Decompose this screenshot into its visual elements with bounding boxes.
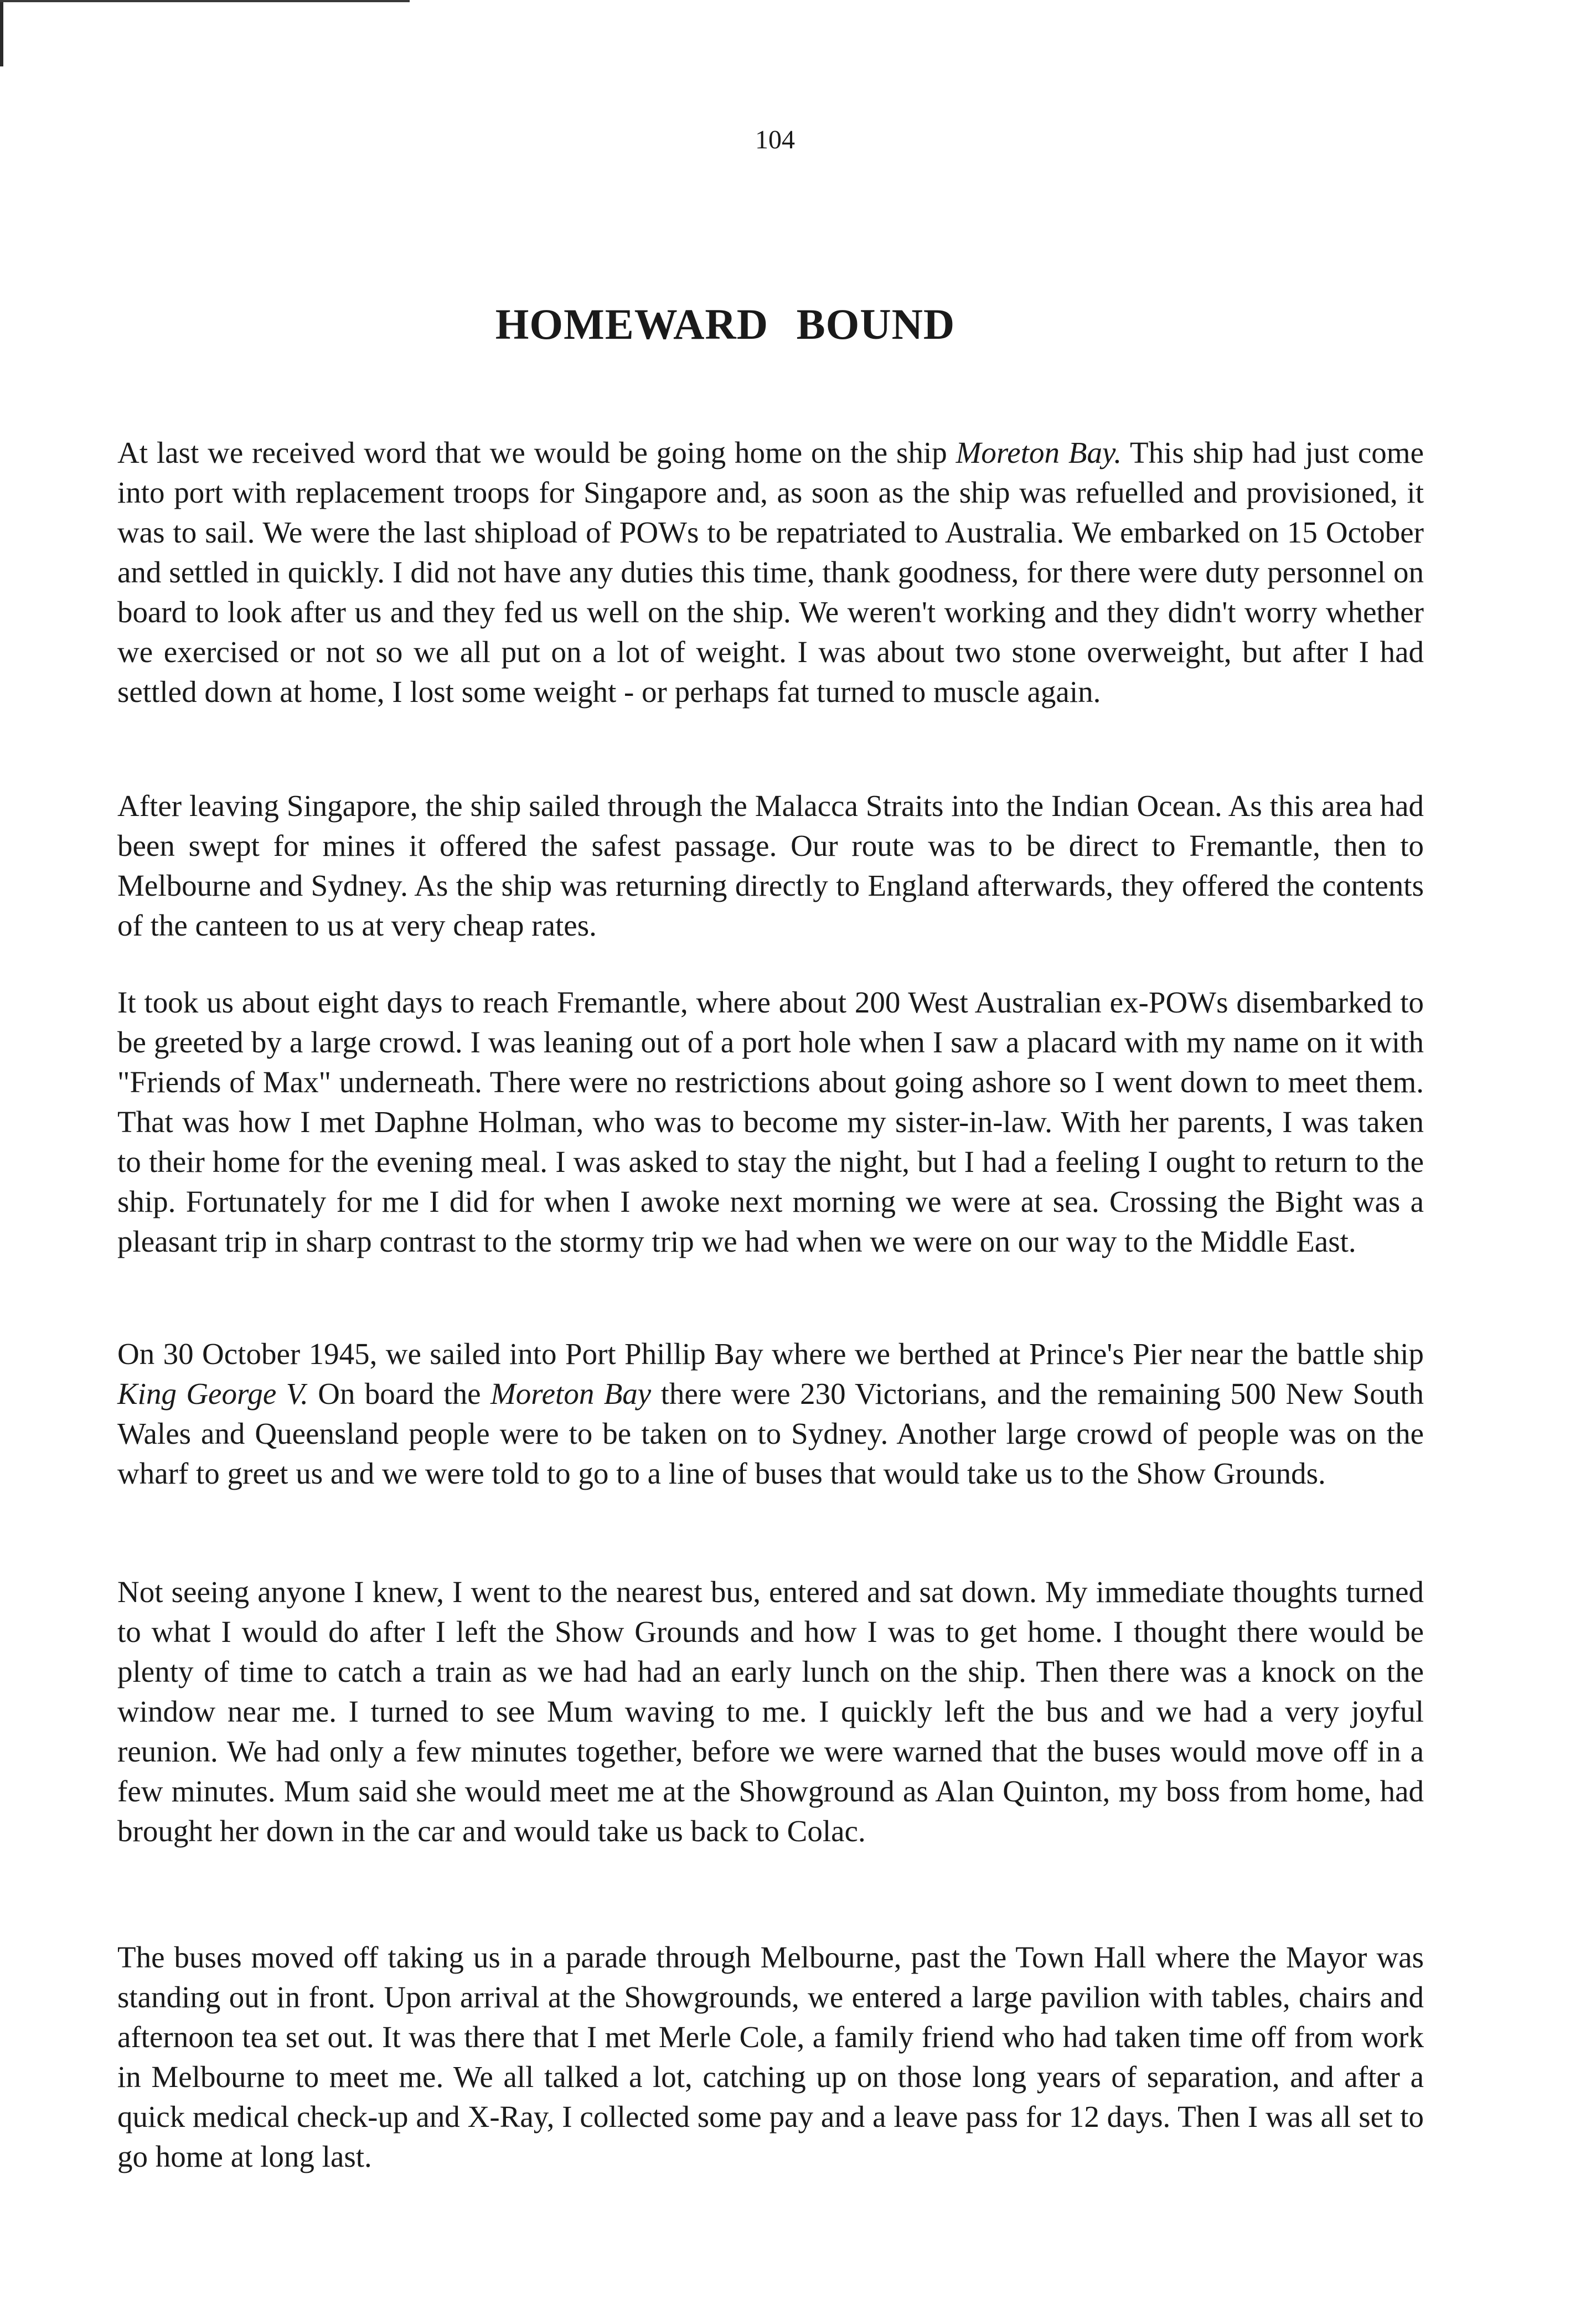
scan-top-edge-artifact — [0, 0, 410, 2]
paragraph-voyage-route: After leaving Singapore, the ship sailed through the Malacca Straits into the Indian Ocean. As this area had been swept for mines it offered the safest passage. Our route was to be direct to Fremantle, then to Melbourne and Sydney. As the ship was returning directly to England afterwards, they offered the contents of the canteen to us at very cheap rates. — [117, 789, 1424, 942]
chapter-title: HOMEWARD BOUND — [495, 300, 955, 348]
paragraph-port-phillip: On 30 October 1945, we sailed into Port Phillip Bay where we berthed at Prince's Pier near the battle ship King George V. On board the Moreton Bay there were 230 Victorians, and the remaining 500 New South Wales and Queensland people were to be taken on to Sydney. Another large crowd of people was on the wharf to greet us and we were told to go to a line of buses that would take us to the Show Grounds. — [117, 1337, 1424, 1490]
ship-name: Moreton Bay — [490, 1377, 652, 1411]
paragraph-embarkation: At last we received word that we would be going home on the ship Moreton Bay. This ship had just come into port with replacement troops for Singapore and, as soon as the ship was refuelled and provisioned, it was to sail. We were the last shipload of POWs to be repatriated to Australia. We embarked on 15 October and settled in quickly. I did not have any duties this time, thank goodness, for there were duty personnel on board to look after us and they fed us well on the ship. We weren't working and they didn't worry whether we exercised or not so we all put on a lot of weight. I was about two stone overweight, but after I had settled down at home, I lost some weight - or perhaps fat turned to muscle again. — [117, 436, 1424, 709]
ship-name: Moreton Bay. — [955, 436, 1122, 469]
paragraph-showgrounds: The buses moved off taking us in a parade through Melbourne, past the Town Hall where the Mayor was standing out in front. Upon arrival at the Showgrounds, we entered a large pavilion with tables, chairs and afternoon tea set out. It was there that I met Merle Cole, a family friend who had taken time off from work in Melbourne to meet me. We all talked a lot, catching up on those long years of separation, and after a quick medical check-up and X-Ray, I collected some pay and a leave pass for 12 days. Then I was all set to go home at long last. — [117, 1940, 1424, 2173]
paragraph-bus-reunion: Not seeing anyone I knew, I went to the nearest bus, entered and sat down. My immediate thoughts turned to what I would do after I left the Show Grounds and how I was to get home. I thought there would be plenty of time to catch a train as we had had an early lunch on the ship. Then there was a knock on the window near me. I turned to see Mum waving to me. I quickly left the bus and we had a very joyful reunion. We had only a few minutes together, before we were warned that the buses would move off in a few minutes. Mum said she would meet me at the Showground as Alan Quinton, my boss from home, had brought her down in the car and would take us back to Colac. — [117, 1575, 1424, 1848]
ship-name: King George V. — [117, 1377, 308, 1411]
scan-edge-artifact — [0, 0, 3, 66]
page-number: 104 — [755, 125, 795, 154]
paragraph-fremantle: It took us about eight days to reach Fremantle, where about 200 West Australian ex-POWs disembarked to be greeted by a large crowd. I was leaning out of a port hole when I saw a placard with my name on it with "Friends of Max" underneath. There were no restrictions about going ashore so I went down to meet them. That was how I met Daphne Holman, who was to become my sister-in-law. With her parents, I was taken to their home for the evening meal. I was asked to stay the night, but I had a feeling I ought to return to the ship. Fortunately for me I did for when I awoke next morning we were at sea. Crossing the Bight was a pleasant trip in sharp contrast to the stormy trip we had when we were on our way to the Middle East. — [117, 985, 1424, 1258]
